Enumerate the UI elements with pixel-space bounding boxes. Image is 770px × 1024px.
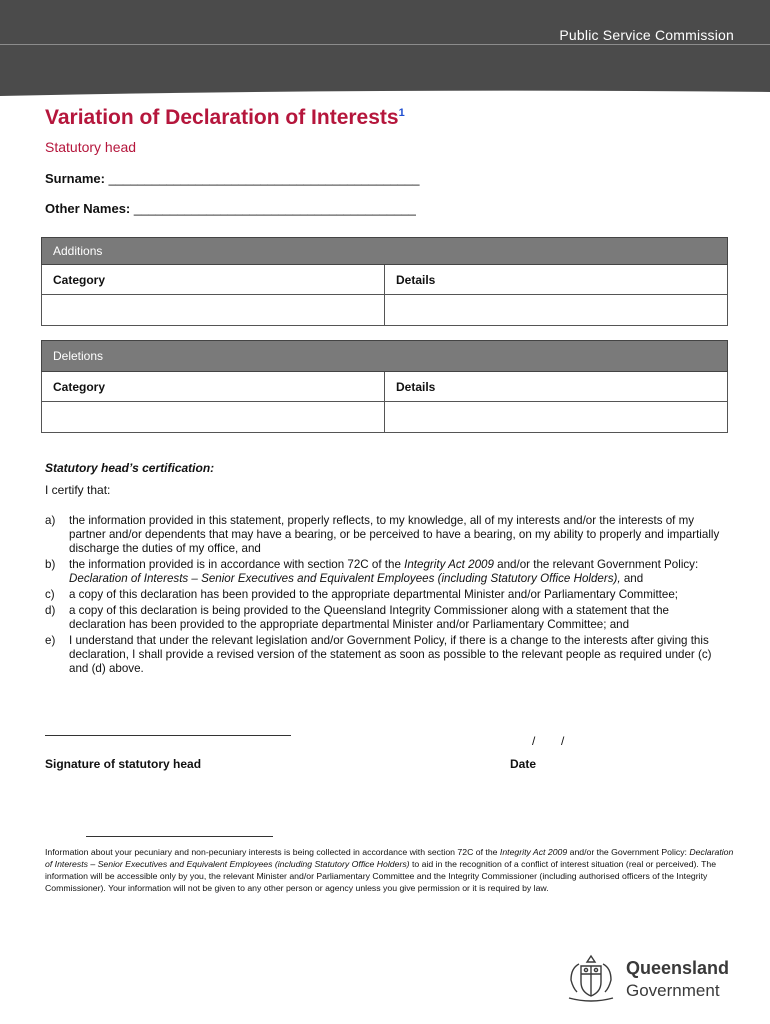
list-item — [45, 514, 727, 556]
footnote-text: Information about your pecuniary and non-pecuniary interests is being collected in accordance with section 72C of the — [45, 847, 500, 857]
surname-line: ___________________________________________ — [108, 171, 420, 186]
list-item-text: the information provided is in accordance with section 72C of the — [69, 558, 405, 571]
qld-government-logo — [563, 950, 733, 1006]
list-marker: d) — [45, 604, 56, 617]
list-marker: e) — [45, 634, 56, 647]
page-header — [0, 0, 770, 96]
deletions-details-header: Details — [385, 372, 728, 402]
list-marker: b) — [45, 558, 56, 571]
header-accent-curve — [0, 90, 770, 100]
signature-label: Signature of statutory head — [45, 757, 202, 771]
additions-details-cell[interactable] — [385, 295, 728, 326]
list-item-text: and — [620, 572, 644, 585]
logo-text-queensland: Queensland — [626, 958, 730, 978]
list-item — [45, 558, 727, 586]
certification-heading: Statutory head’s certification: — [45, 461, 215, 475]
date-slash: / — [561, 734, 565, 748]
logo-text-government: Government — [626, 981, 720, 1000]
page-title: Variation of Declaration of Interests$^1$ — [45, 106, 405, 129]
deletions-details-cell[interactable] — [385, 402, 728, 433]
additions-table — [41, 237, 728, 326]
footnote-text: to aid in the recognition of a conflict of interest situation (real or perceived). The information will be accessible only by you, the relevant Minister and/or Parliamentary Committee and the Integrity Commissioner (including authorised officers of the Integrity Commissioner). Your information will not be given to any other person or agency unless you give permission or it is required by law. — [45, 859, 717, 893]
list-item-text: and/or the relevant Government Policy: — [493, 558, 699, 571]
org-name: Public Service Commission — [559, 27, 734, 43]
policy-name: Declaration of Interests – Senior Executives and Equivalent Employees (including Statutory Office Holders) — [45, 847, 734, 869]
additions-category-cell[interactable] — [42, 295, 385, 326]
other-names-label: Other Names: — [45, 201, 131, 216]
deletions-category-header: Category — [42, 372, 385, 402]
footnote-text: and/or the Government Policy: — [567, 847, 690, 857]
certification-list — [45, 514, 727, 678]
list-item — [45, 588, 727, 602]
list-item-text: a copy of this declaration has been provided to the appropriate departmental Minister and/or Parliamentary Committee; — [69, 588, 679, 601]
deletions-heading: Deletions — [42, 341, 728, 372]
additions-category-header: Category — [42, 265, 385, 295]
footnote-ref-link[interactable]: 1 — [398, 107, 405, 119]
surname-label: Surname: — [45, 171, 105, 186]
coat-of-arms-icon — [563, 950, 619, 1006]
other-names-field[interactable] — [45, 201, 416, 216]
list-item-text: the information provided in this statement, properly reflects, to my knowledge, all of my interests and/or the interests of my partner and/or dependents that may have a bearing, or be perceived to have a bearing, on my ability to properly and impartially discharge the duties of my office, and — [69, 514, 720, 555]
certification-intro: I certify that: — [45, 483, 111, 497]
list-item-text: I understand that under the relevant legislation and/or Government Policy, if there is a change to the interests after giving this declaration, I shall provide a revised version of the statement as soon as possible to the relevant people as required under (c) and (d) above. — [69, 634, 712, 675]
other-names-line: _______________________________________ — [133, 201, 416, 216]
surname-field[interactable] — [45, 171, 419, 186]
deletions-table — [41, 340, 728, 433]
additions-details-header: Details — [385, 265, 728, 295]
footnote — [45, 846, 735, 894]
page-subtitle: Statutory head — [45, 139, 137, 155]
signature-line[interactable] — [45, 735, 291, 736]
date-slash: / — [532, 734, 536, 748]
list-marker: a) — [45, 514, 56, 527]
header-divider — [0, 44, 770, 45]
act-name: Integrity Act 2009 — [499, 847, 568, 857]
date-label: Date — [510, 757, 537, 771]
policy-name: Declaration of Interests – Senior Executives and Equivalent Employees (including Statutory Office Holders), — [69, 572, 621, 585]
list-item-text: a copy of this declaration is being provided to the Queensland Integrity Commissioner along with a statement that the declaration has been provided to the appropriate departmental Minister and/or Parliamentary Committee; and — [69, 604, 669, 631]
act-name: Integrity Act 2009 — [404, 558, 494, 571]
additions-heading: Additions — [42, 238, 728, 265]
deletions-category-cell[interactable] — [42, 402, 385, 433]
list-item — [45, 604, 727, 632]
list-item — [45, 634, 727, 676]
footnote-divider — [86, 836, 273, 837]
list-marker: c) — [45, 588, 55, 601]
